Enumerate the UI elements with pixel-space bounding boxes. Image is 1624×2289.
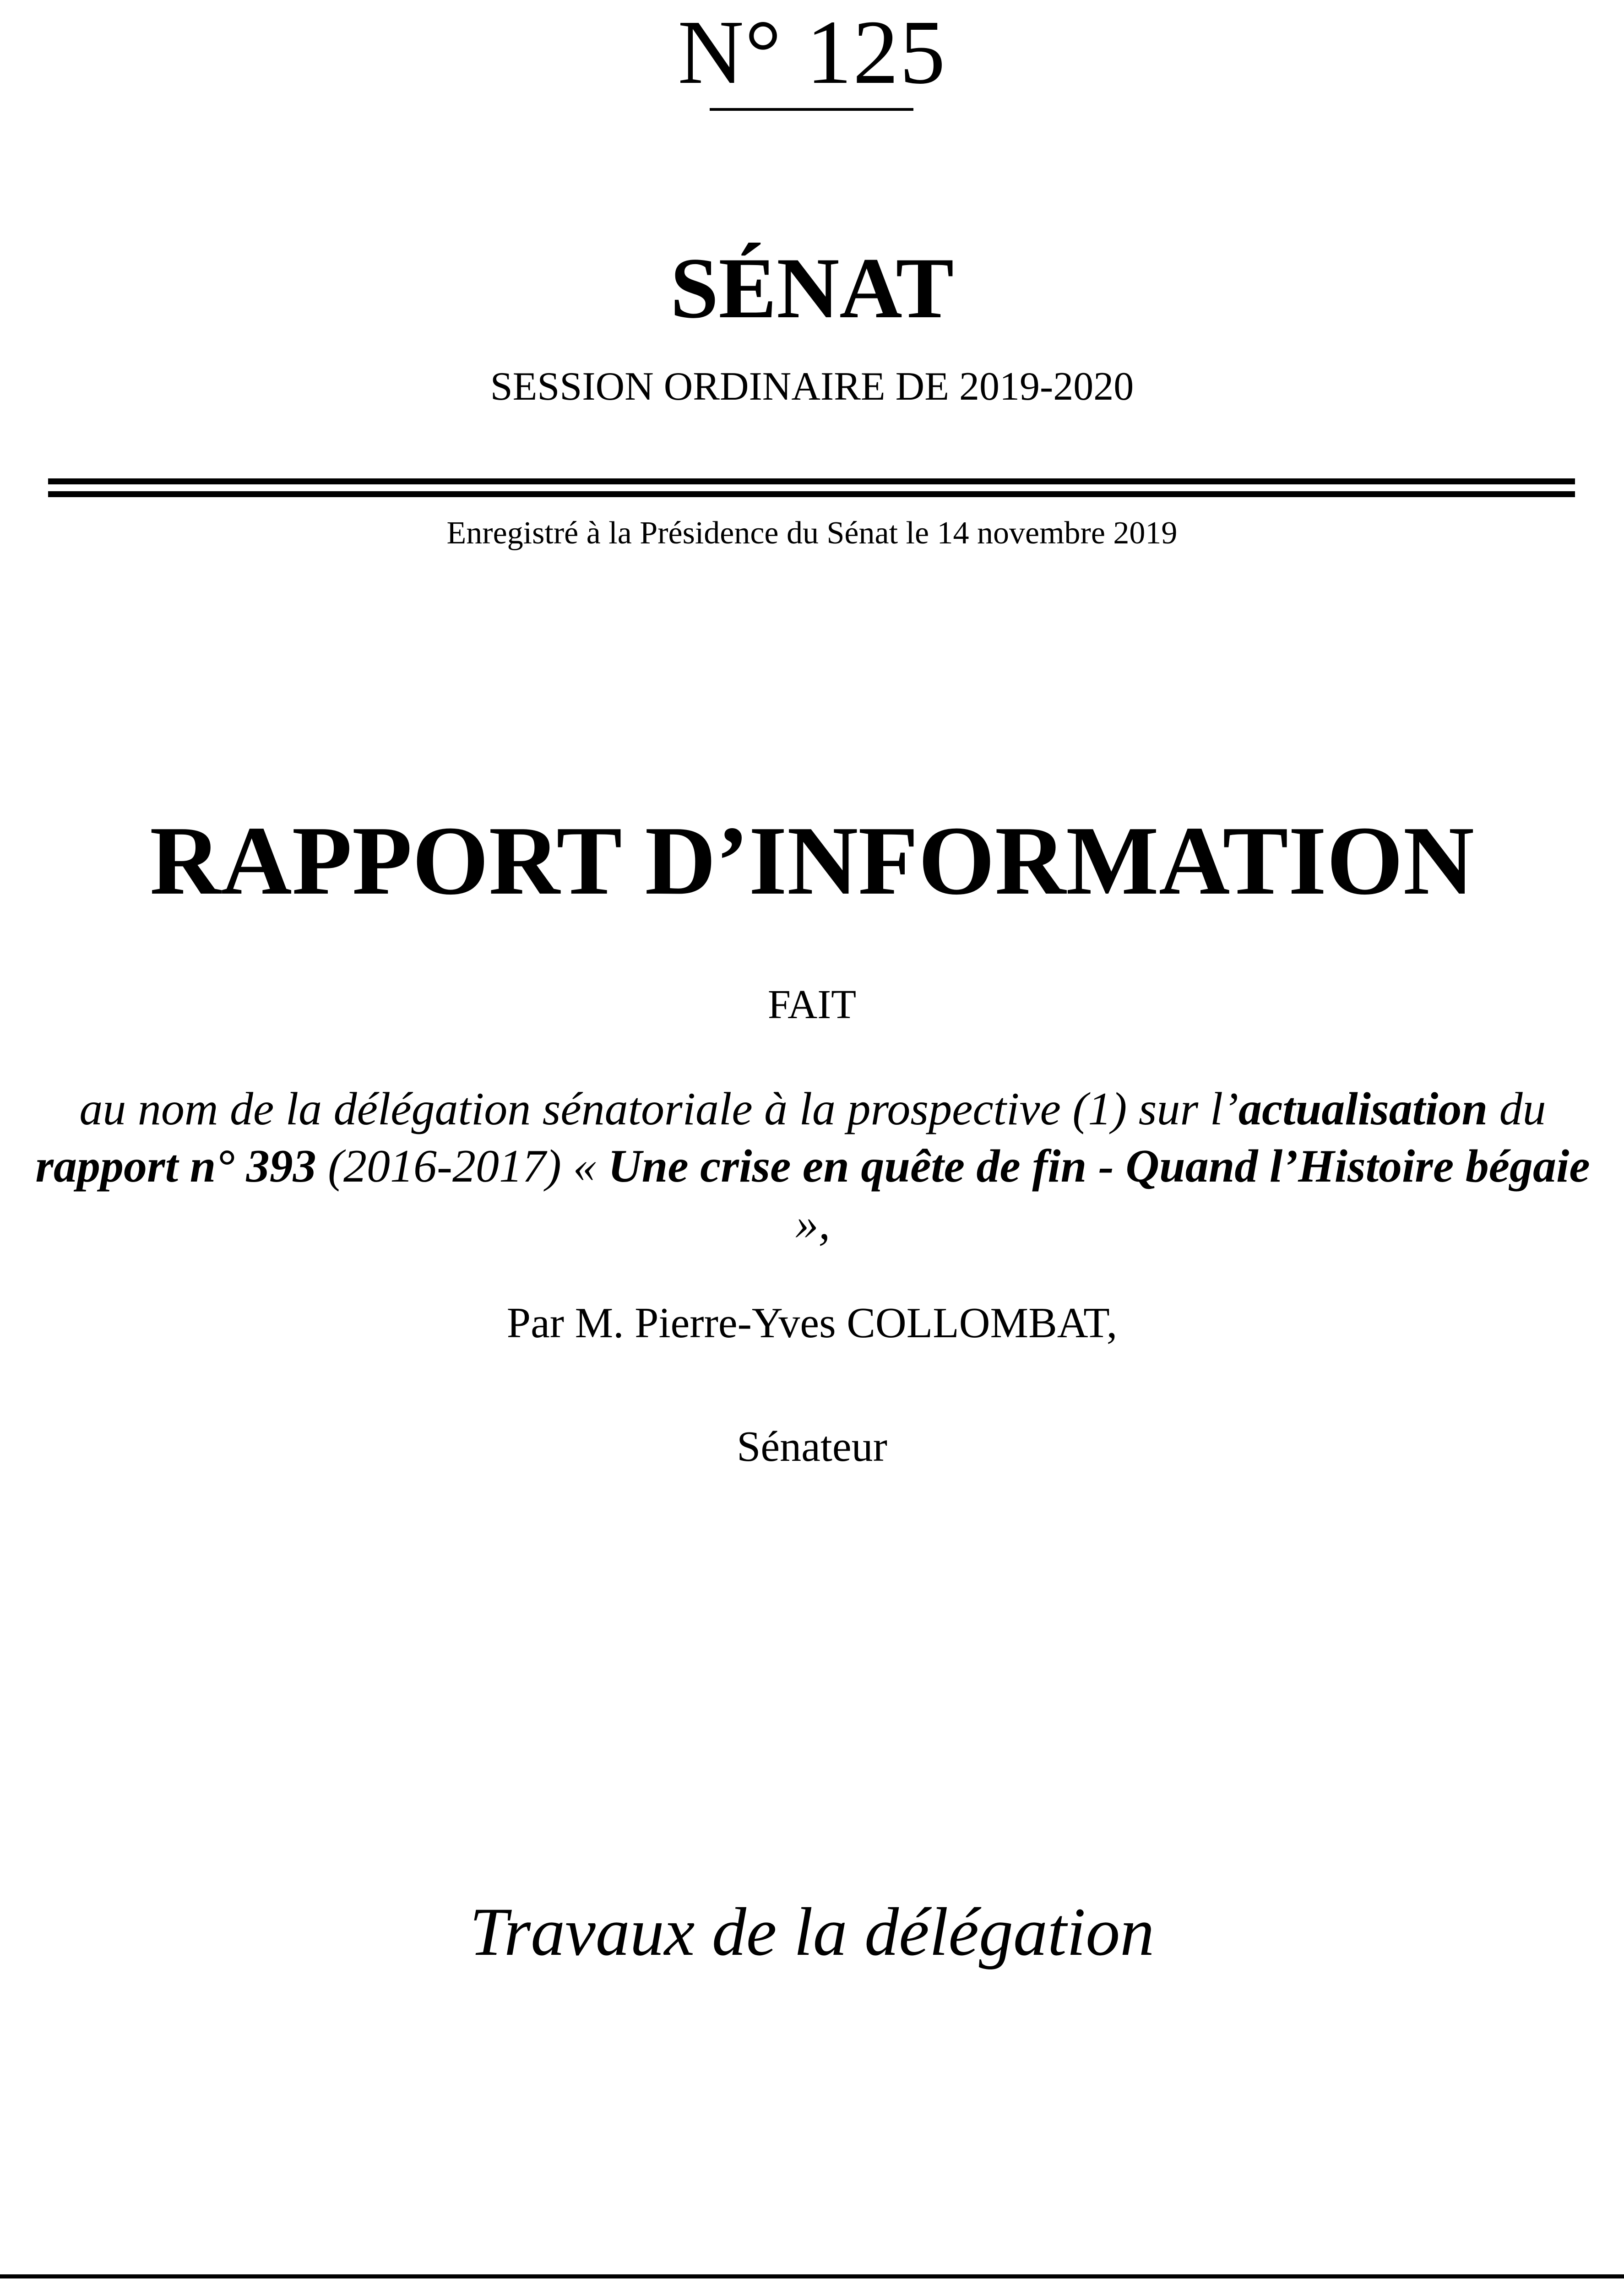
number-underline [710, 108, 913, 111]
subject-text-2: du [1488, 1083, 1546, 1135]
report-type-title: RAPPORT D’INFORMATION [150, 806, 1474, 915]
double-rule-top [48, 478, 1575, 484]
document-number: N° 125 [678, 2, 946, 103]
subject-bold-report-title: Une crise en quête de fin - Quand l’Histoire bégaie [608, 1140, 1590, 1192]
subject-text-3: (2016-2017) « [316, 1140, 608, 1192]
subject-bold-actualisation: actualisation [1238, 1083, 1488, 1135]
author-line: Par M. Pierre-Yves COLLOMBAT, [506, 1299, 1118, 1347]
registration-line: Enregistré à la Présidence du Sénat le 14 novembre 2019 [446, 515, 1178, 551]
subject-bold-report-number: rapport n° 393 [35, 1140, 316, 1192]
author-title: Sénateur [737, 1423, 887, 1470]
fait-label: FAIT [767, 982, 857, 1027]
session-label: SESSION ORDINAIRE DE 2019-2020 [490, 364, 1134, 409]
works-heading: Travaux de la délégation [469, 1894, 1155, 1970]
footnote-separator [0, 2274, 1624, 2278]
chamber-title: SÉNAT [670, 240, 954, 336]
subject-text-4: », [795, 1198, 831, 1249]
subject-text-1: au nom de la délégation sénatoriale à la prospective (1) sur l’ [79, 1083, 1238, 1135]
double-rule-bottom [48, 491, 1575, 497]
report-subject [27, 1080, 1598, 1252]
footnote [0, 2287, 1624, 2289]
